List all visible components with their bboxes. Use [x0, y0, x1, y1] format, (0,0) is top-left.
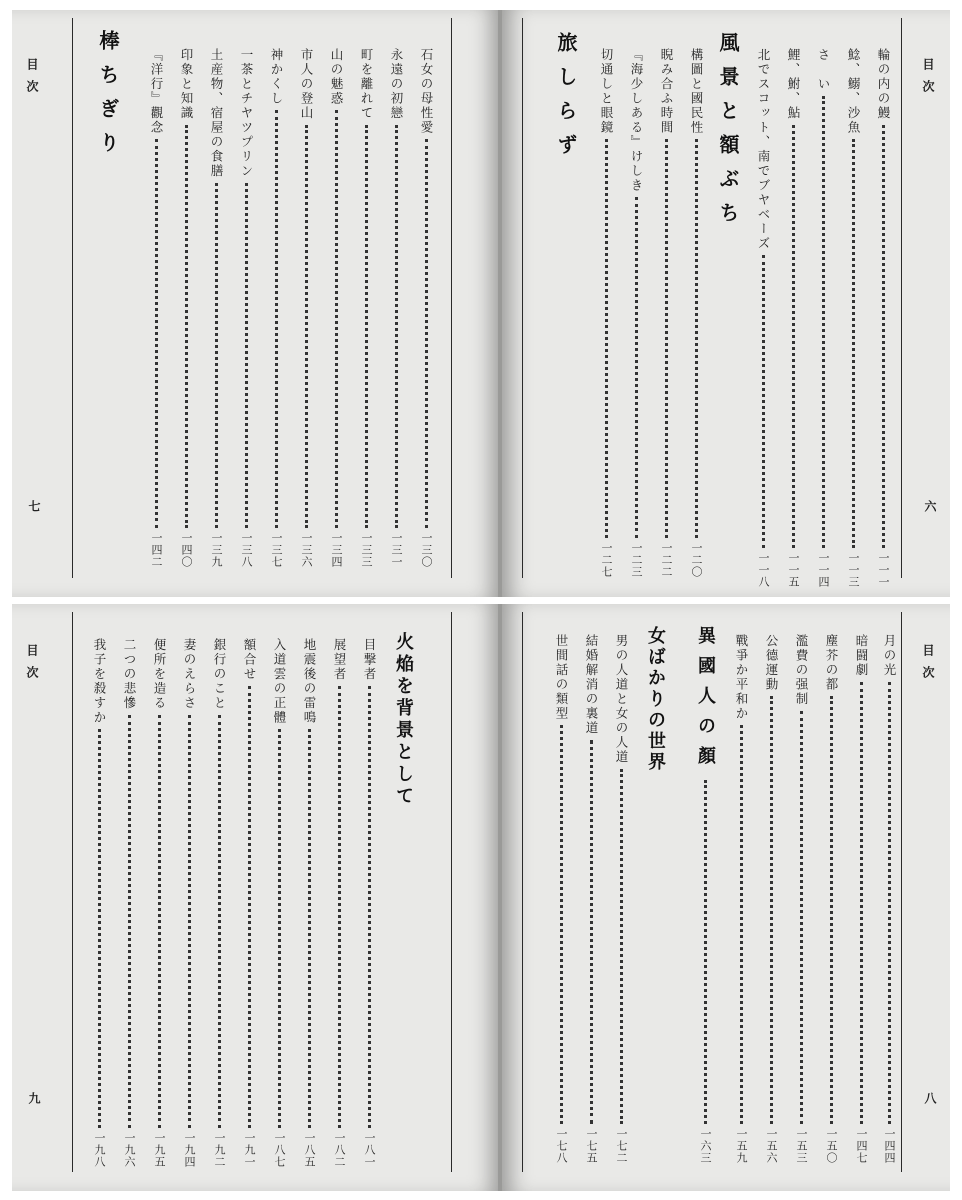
spread-top	[12, 10, 950, 597]
running-head: 目次	[25, 644, 39, 688]
running-head: 目次	[921, 644, 935, 688]
toc-entry[interactable]	[792, 634, 810, 1164]
toc-entry-page: 一八七	[273, 1132, 286, 1168]
folio: 八	[923, 1092, 937, 1104]
toc-entry[interactable]	[597, 48, 615, 578]
toc-entry[interactable]	[330, 638, 348, 1168]
toc-entry-page: 一八一	[363, 1132, 376, 1168]
toc-entry[interactable]	[180, 638, 198, 1168]
toc-entry-title: 鯰、鰯、沙魚	[846, 48, 861, 135]
toc-entry-title: 二つの悲慘	[122, 638, 137, 711]
toc-entry-title: 神かくし	[269, 48, 284, 106]
toc-entry-page: 一五三	[795, 1128, 808, 1164]
toc-entry-title: 便所を造る	[152, 638, 167, 711]
toc-entry[interactable]	[417, 48, 435, 568]
page-six	[502, 10, 950, 597]
toc-entry[interactable]	[207, 48, 225, 568]
toc-entry[interactable]	[267, 48, 285, 568]
toc-entry-title: 切通しと眼鏡	[599, 48, 614, 135]
toc-entry-page: 一三九	[210, 532, 223, 568]
toc-entry-page: 一九五	[153, 1132, 166, 1168]
toc-entry[interactable]	[150, 638, 168, 1168]
toc-entry-page: 一七五	[585, 1128, 598, 1164]
toc-entry-title: 『洋行』觀念	[149, 48, 164, 135]
toc-entry-page: 一四七	[855, 1128, 868, 1164]
toc-entry[interactable]	[552, 634, 570, 1164]
section-heading: 棒ちぎり	[96, 30, 120, 166]
toc-entry-title: 暗闘劇	[854, 634, 869, 678]
toc-entry[interactable]	[814, 48, 832, 588]
toc-entry-page: 一三三	[360, 532, 373, 568]
toc-entry-page: 一三〇	[420, 532, 433, 568]
toc-entry[interactable]	[732, 634, 750, 1164]
toc-entry-page: 一三六	[300, 532, 313, 568]
section-heading: 異國人の顏	[695, 626, 716, 776]
section-heading: 火焔を背景として	[393, 632, 414, 808]
toc-entry[interactable]	[762, 634, 780, 1164]
toc-entry[interactable]	[90, 638, 108, 1168]
toc-entry[interactable]	[754, 48, 772, 588]
toc-entry-page: 一五六	[765, 1128, 778, 1164]
toc-entry-title: 我子を殺すか	[92, 638, 107, 725]
toc-entry[interactable]	[844, 48, 862, 588]
toc-entry-title: 額合せ	[242, 638, 257, 682]
toc-entry[interactable]	[612, 634, 630, 1164]
toc-entry-page: 一三七	[270, 532, 283, 568]
running-head: 目次	[25, 58, 39, 102]
toc-entry-page: 一一五	[787, 552, 800, 588]
toc-entry-title: 町を離れて	[359, 48, 374, 121]
toc-entry-page: 一七二	[615, 1128, 628, 1164]
toc-entry-page: 一一三	[847, 552, 860, 588]
folio: 九	[27, 1092, 41, 1104]
toc-entry[interactable]	[327, 48, 345, 568]
toc-entry-page: 一四〇	[180, 532, 193, 568]
toc-entry-title: 『海少しある』けしき	[629, 48, 644, 193]
toc-entry-title: 睨み合ふ時間	[659, 48, 674, 135]
toc-entry[interactable]	[784, 48, 802, 588]
toc-entry-title: 展望者	[332, 638, 347, 682]
toc-entry-title: 石女の母性愛	[419, 48, 434, 135]
toc-entry[interactable]	[147, 48, 165, 568]
toc-entry[interactable]	[692, 626, 718, 1164]
toc-entry[interactable]	[210, 638, 228, 1168]
toc-entry[interactable]	[297, 48, 315, 568]
toc-entry-title: 男の人道と女の人道	[614, 634, 629, 765]
spread-bottom	[12, 604, 950, 1191]
toc-entry-title: 構圖と國民性	[689, 48, 704, 135]
toc-entry-title: 地震後の雷鳴	[302, 638, 317, 725]
toc-entry-title: 土産物、宿屋の食膳	[209, 48, 224, 179]
toc-entry-title: 結婚解消の裏道	[584, 634, 599, 736]
toc-entry-title: 銀行のこと	[212, 638, 227, 711]
folio: 七	[27, 500, 41, 512]
toc-entry[interactable]	[120, 638, 138, 1168]
toc-entry-page: 一二〇	[690, 542, 703, 578]
toc-entry-page: 一九一	[243, 1132, 256, 1168]
toc-entry[interactable]	[270, 638, 288, 1168]
toc-entry[interactable]	[822, 634, 840, 1164]
toc-entry-page: 一一四	[817, 552, 830, 588]
toc-entry-page: 一三一	[390, 532, 403, 568]
toc-entry-page: 一二二	[660, 542, 673, 578]
toc-entry-page: 一七八	[555, 1128, 568, 1164]
toc-entry-title: 入道雲の正體	[272, 638, 287, 725]
toc-entry[interactable]	[177, 48, 195, 568]
toc-entry[interactable]	[357, 48, 375, 568]
toc-entry[interactable]	[687, 48, 705, 578]
folio: 六	[923, 500, 937, 512]
section-heading: 風景と額ぶち	[716, 32, 740, 236]
toc-entry-title: 永遠の初戀	[389, 48, 404, 121]
section-heading: 女ばかりの世界	[645, 626, 666, 773]
toc-entry-page: 一九六	[123, 1132, 136, 1168]
toc-entry-title: 輪の内の鰻	[876, 48, 891, 121]
toc-entry[interactable]	[237, 48, 255, 568]
toc-entry[interactable]	[874, 48, 892, 588]
toc-entry-page: 一五〇	[825, 1128, 838, 1164]
toc-entry[interactable]	[387, 48, 405, 568]
toc-entry[interactable]	[300, 638, 318, 1168]
toc-entry-page: 一九四	[183, 1132, 196, 1168]
toc-entry-title: さ い	[816, 48, 831, 92]
toc-entry-title: 印象と知識	[179, 48, 194, 121]
toc-entry-title: 戰爭か平和か	[734, 634, 749, 721]
toc-entry-page: 一四二	[150, 532, 163, 568]
toc-entry-title: 鯉、鮒、鮎	[786, 48, 801, 121]
toc-entry[interactable]	[852, 634, 870, 1164]
toc-entry[interactable]	[657, 48, 675, 578]
toc-entry[interactable]	[240, 638, 258, 1168]
toc-entry-title: 北でスコット、南でブヤベーズ	[756, 48, 771, 251]
toc-entry-title: 世間話の類型	[554, 634, 569, 721]
toc-entry-title: 市人の登山	[299, 48, 314, 121]
toc-entry-page: 一三四	[330, 532, 343, 568]
toc-entry[interactable]	[627, 48, 645, 578]
running-head: 目次	[921, 58, 935, 102]
toc-entry[interactable]	[360, 638, 378, 1168]
toc-entry-page: 一一八	[757, 552, 770, 588]
toc-entry-page: 一二三	[630, 542, 643, 578]
toc-entry-page: 一五九	[735, 1128, 748, 1164]
page-nine	[12, 604, 500, 1191]
toc-entry-title: 塵芥の都	[824, 634, 839, 692]
toc-entry-page: 一一一	[877, 552, 890, 588]
toc-entry-page: 一八二	[333, 1132, 346, 1168]
toc-entry-title: 山の魅惑	[329, 48, 344, 106]
page-eight	[502, 604, 950, 1191]
toc-entry-title: 濫費の强制	[794, 634, 809, 707]
toc-entry-title: 妻のえらさ	[182, 638, 197, 711]
toc-entry-page: 一九八	[93, 1132, 106, 1168]
toc-entry-title: 目撃者	[362, 638, 377, 682]
toc-entry-page: 一三八	[240, 532, 253, 568]
section-heading: 旅しらず	[554, 32, 578, 168]
toc-entry-page: 一四四	[883, 1128, 896, 1164]
toc-entry-page: 一六三	[699, 1128, 712, 1164]
toc-entry-title: 一茶とチヤツプリン	[239, 48, 254, 179]
toc-entry[interactable]	[582, 634, 600, 1164]
toc-entry-page: 一八五	[303, 1132, 316, 1168]
toc-entry-title: 月の光	[882, 634, 897, 678]
page-seven	[12, 10, 500, 597]
toc-entry-page: 一九二	[213, 1132, 226, 1168]
toc-entry-page: 一二七	[600, 542, 613, 578]
toc-entry[interactable]	[880, 634, 898, 1164]
toc-entry-title: 公德運動	[764, 634, 779, 692]
